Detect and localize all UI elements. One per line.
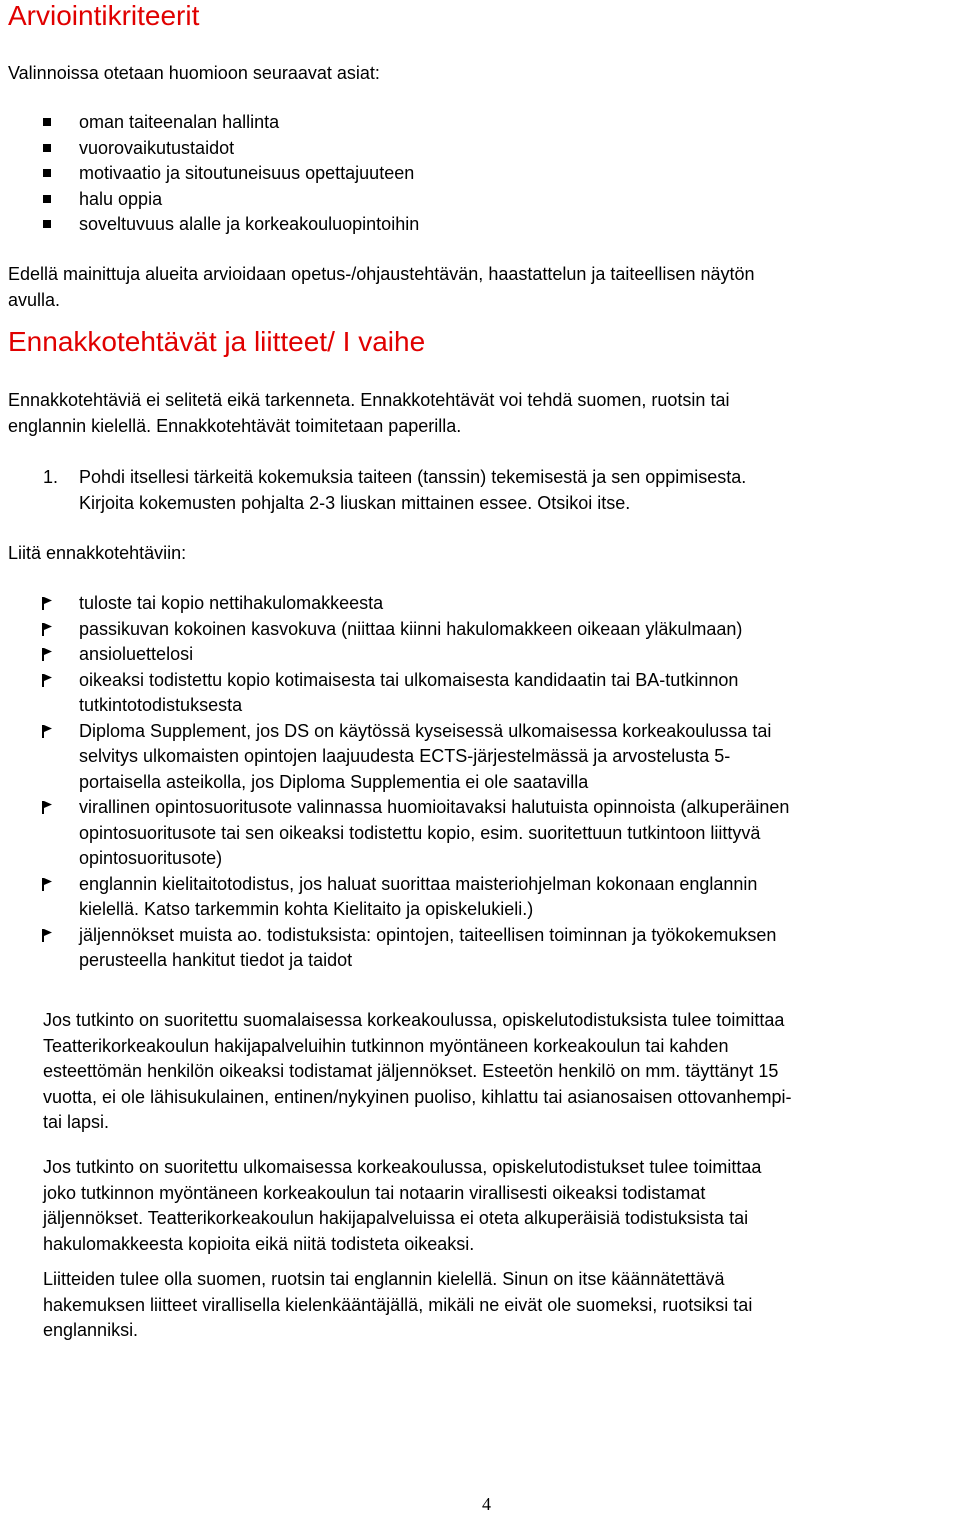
task-number: 1.: [43, 467, 59, 487]
criteria-list: [79, 110, 419, 238]
square-bullet-icon: [43, 169, 51, 177]
flag-bullet-icon: [42, 929, 52, 942]
pre-tasks-intro: Ennakkotehtäviä ei selitetä eikä tarkenneta. Ennakkotehtävät voi tehdä suomen, ruotsin tai englannin kielellä. Ennakkotehtävät toimitetaan paperilla.: [8, 390, 730, 436]
note-foreign-degree: Jos tutkinto on suoritettu ulkomaisessa korkeakoulussa, opiskelutodistukset tulee toimittaa joko tutkinnon myöntäneen korkeakoulun tai notaarin virallisesti oikeaksi todistamat jäljennökset. Teatterikorkeakoulun hakijapalveluissa ei oteta alkuperäisiä todistuksista tai hakulomakkeesta kopioita eikä niitä todisteta oikeaksi.: [43, 1157, 762, 1254]
flag-bullet-icon: [42, 801, 52, 814]
attachments-list: [79, 591, 789, 974]
flag-bullet-icon: [42, 878, 52, 891]
attachment-item: virallinen opintosuoritusote valinnassa huomioitavaksi halutuista opinnoista (alkuperäinen opintosuoritusote tai sen oikeaksi todistettu kopio, esim. suoritettuun tutkintoon liittyvä opintosuoritusote): [79, 795, 789, 872]
flag-bullet-icon: [42, 648, 52, 661]
attachment-item: englannin kielitaitotodistus, jos haluat suorittaa maisteriohjelman kokonaan englannin kielellä. Katso tarkemmin kohta Kielitaito ja opiskelukieli.): [79, 872, 789, 923]
square-bullet-icon: [43, 195, 51, 203]
attachment-item: jäljennökset muista ao. todistuksista: opintojen, taiteellisen toiminnan ja työkokemuksen perusteella hankitut tiedot ja taidot: [79, 923, 789, 974]
criteria-item: motivaatio ja sitoutuneisuus opettajuuteen: [79, 161, 419, 187]
square-bullet-icon: [43, 118, 51, 126]
attachment-item: Diploma Supplement, jos DS on käytössä kyseisessä ulkomaisessa korkeakoulussa tai selvitys ulkomaisten opintojen laajuudesta ECTS-järjestelmässä ja arvostelusta 5- portaisella asteikolla, jos Diploma Supplementia ei ole saatavilla: [79, 719, 789, 796]
section-heading-criteria: Arviointikriteerit: [8, 0, 200, 31]
attachments-intro: Liitä ennakkotehtäviin:: [8, 543, 187, 563]
flag-bullet-icon: [42, 674, 52, 687]
attachment-item: tuloste tai kopio nettihakulomakkeesta: [79, 591, 789, 617]
attachment-item: ansioluettelosi: [79, 642, 789, 668]
criteria-item: oman taiteenalan hallinta: [79, 110, 419, 136]
square-bullet-icon: [43, 144, 51, 152]
criteria-item: vuorovaikutustaidot: [79, 136, 419, 162]
criteria-item: soveltuvuus alalle ja korkeakouluopintoihin: [79, 212, 419, 238]
flag-bullet-icon: [42, 623, 52, 636]
attachment-item: oikeaksi todistettu kopio kotimaisesta tai ulkomaisesta kandidaatin tai BA-tutkinnon tutkintotodistuksesta: [79, 668, 789, 719]
section-heading-pre-tasks: Ennakkotehtävät ja liitteet/ I vaihe: [8, 326, 426, 357]
attachment-item: passikuvan kokoinen kasvokuva (niittaa kiinni hakulomakkeen oikeaan yläkulmaan): [79, 617, 789, 643]
task-text: Pohdi itsellesi tärkeitä kokemuksia taiteen (tanssin) tekemisestä ja sen oppimisesta. Kirjoita kokemusten pohjalta 2-3 liuskan mittainen essee. Otsikoi itse.: [79, 467, 747, 513]
flag-bullet-icon: [42, 725, 52, 738]
assessment-paragraph: Edellä mainittuja alueita arvioidaan opetus-/ohjaustehtävän, haastattelun ja taiteellisen näytön avulla.: [8, 264, 755, 310]
note-languages: Liitteiden tulee olla suomen, ruotsin tai englannin kielellä. Sinun on itse käännätettävä hakemuksen liitteet virallisella kielenkääntäjällä, mikäli ne eivät ole suomeksi, ruotsiksi tai englanniksi.: [43, 1269, 753, 1340]
flag-bullet-icon: [42, 597, 52, 610]
criteria-intro: Valinnoissa otetaan huomioon seuraavat asiat:: [8, 63, 380, 83]
square-bullet-icon: [43, 220, 51, 228]
page-number: 4: [482, 1494, 491, 1514]
criteria-item: halu oppia: [79, 187, 419, 213]
note-domestic-degree: Jos tutkinto on suoritettu suomalaisessa korkeakoulussa, opiskelutodistuksista tulee toimittaa Teatterikorkeakoulun hakijapalveluihin tutkinnon myöntäneen korkeakoulun tai kahden esteettömän henkilön oikeaksi todistamat jäljennökset. Esteetön henkilö on mm. täyttänyt 15 vuotta, ei ole lähisukulainen, entinen/nykyinen puoliso, kihlattu tai asianosaisen ottovanhempi- tai lapsi.: [43, 1010, 792, 1132]
